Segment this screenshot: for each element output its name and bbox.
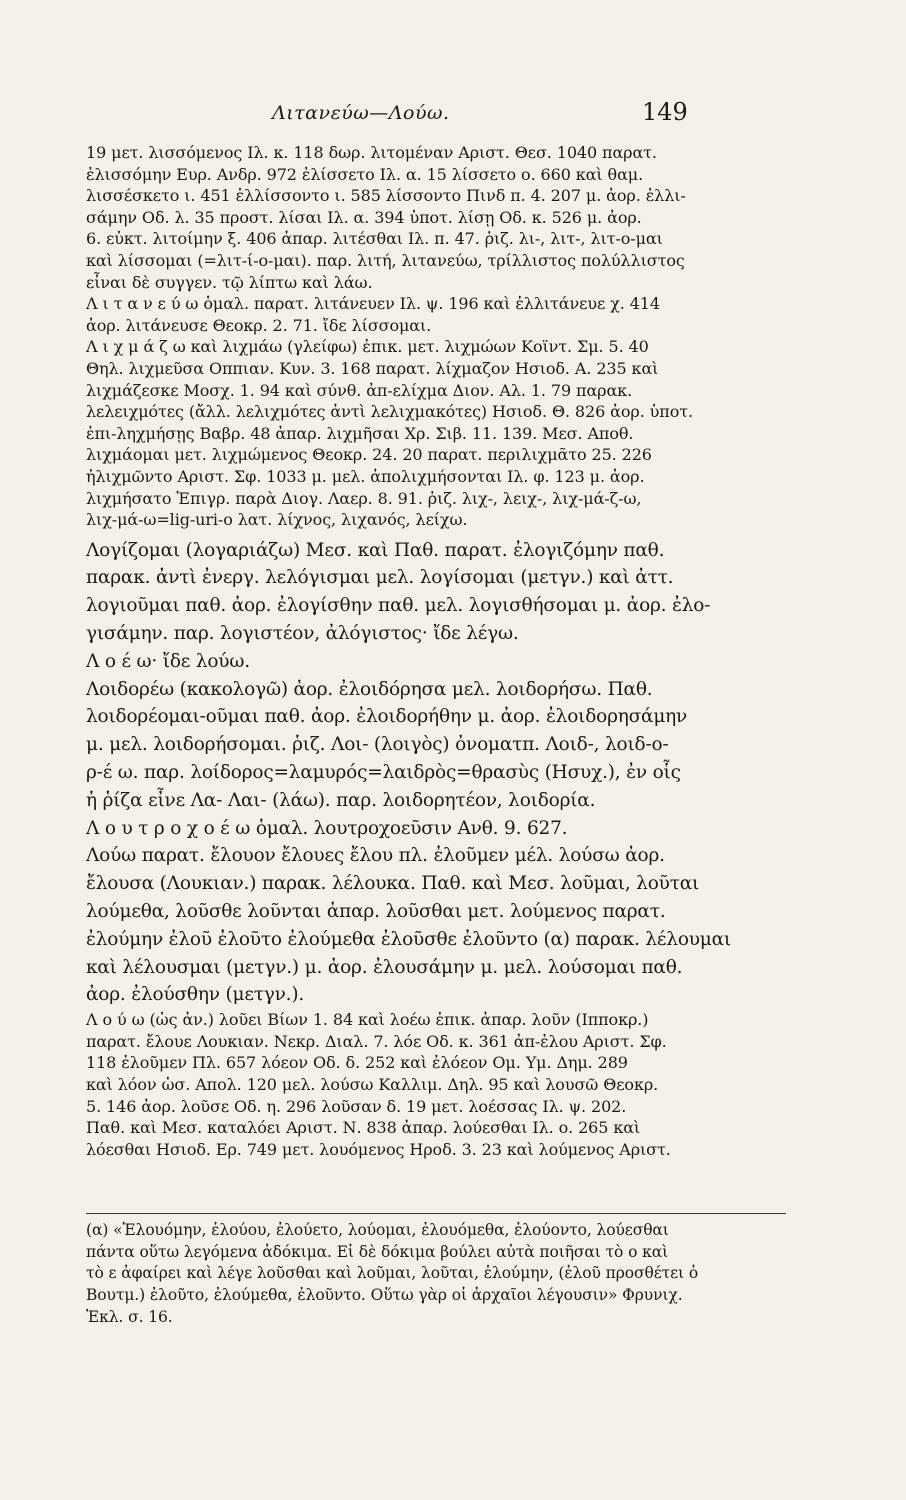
text-line: Λ ι χ μ ά ζ ω καὶ λιχμάω (γλείφω) ἐπικ. μετ. λιχμώων Κοϊντ. Σμ. 5. 40 xyxy=(86,337,649,357)
text-line: Λογίζομαι (λογαριάζω) Μεσ. καὶ Παθ. παρατ. ἐλογιζόμην παθ. xyxy=(86,539,665,561)
text-line: Παθ. καὶ Μεσ. καταλόει Αριστ. Ν. 838 ἀπαρ. λούεσθαι Ιλ. ο. 265 καὶ xyxy=(86,1118,641,1138)
footnote-line: (α) «Ἐλουόμην, ἐλούου, ἐλούετο, λούομαι, ἐλουόμεθα, ἐλούοντο, λούεσθαι xyxy=(86,1221,669,1239)
text-line: γισάμην. παρ. λογιστέον, ἀλόγιστος· ἴδε λέγω. xyxy=(86,623,519,645)
entry-block-1 xyxy=(86,142,786,531)
text-line: παρακ. ἀντὶ ἐνεργ. λελόγισμαι μελ. λογίσομαι (μετγν.) καὶ ἀττ. xyxy=(86,567,674,589)
running-head xyxy=(0,98,906,138)
text-line: ἔλουσα (Λουκιαν.) παρακ. λέλουκα. Παθ. καὶ Μεσ. λοῦμαι, λοῦται xyxy=(86,873,700,895)
text-line: Λ ο υ τ ρ ο χ ο έ ω ὁμαλ. λουτροχοεῦσιν Ανθ. 9. 627. xyxy=(86,817,568,839)
text-line: λιχμάζεσκε Μοσχ. 1. 94 καὶ σύνθ. ἀπ-ελίχμα Διον. Αλ. 1. 79 παρακ. xyxy=(86,380,633,400)
text-line: λούμεθα, λοῦσθε λοῦνται ἀπαρ. λοῦσθαι μετ. λούμενος παρατ. xyxy=(86,901,666,923)
text-line: Λούω παρατ. ἔλουον ἔλουες ἔλου πλ. ἐλοῦμεν μέλ. λούσω ἀορ. xyxy=(86,845,665,867)
text-line: μ. μελ. λοιδορήσομαι. ῥιζ. Λοι- (λοιγὸς) ὀνοματπ. Λοιδ-, λοιδ-ο- xyxy=(86,734,669,756)
text-line: λοιδορέομαι-οῦμαι παθ. ἀορ. ἐλοιδορήθην μ. ἀορ. ἐλοιδορησάμην xyxy=(86,706,688,728)
text-line: Λ ο έ ω· ἴδε λούω. xyxy=(86,650,250,672)
text-line: λισσέσκετο ι. 451 ἐλλίσσοντο ι. 585 λίσσοντο Πινδ π. 4. 207 μ. ἀορ. ἐλλι- xyxy=(86,186,686,206)
text-line: 19 μετ. λισσόμενος Ιλ. κ. 118 δωρ. λιτομέναν Αριστ. Θεσ. 1040 παρατ. xyxy=(86,143,657,162)
text-line: 5. 146 ἀορ. λοῦσε Οδ. η. 296 λοῦσαν δ. 19 μετ. λοέσσας Ιλ. ψ. 202. xyxy=(86,1096,627,1116)
text-line: Θηλ. λιχμεῦσα Οππιαν. Κυν. 3. 168 παρατ. λίχμαζον Ησιοδ. Α. 235 καὶ xyxy=(86,358,659,378)
text-line: λιχμήσατο Ἐπιγρ. παρὰ Διογ. Λαερ. 8. 91. ῥιζ. λιχ-, λειχ-, λιχ-μά-ζ-ω, xyxy=(86,488,642,508)
text-line: λιχ-μά-ω=lig-uri-o λατ. λίχνος, λιχανός, λείχω. xyxy=(86,510,468,530)
text-line: εἶναι δὲ συγγεν. τῷ λίπτω καὶ λάω. xyxy=(86,272,373,292)
text-line: ἡ ῥίζα εἶνε Λα- Λαι- (λάω). παρ. λοιδορητέον, λοιδορία. xyxy=(86,789,596,811)
text-line: λελειχμότες (ἄλλ. λελιχμότες ἀντὶ λελιχμακότες) Ησιοδ. Θ. 826 ἀορ. ὑποτ. xyxy=(86,402,693,422)
text-line: Λ ο ύ ω (ὡς ἀν.) λοῦει Βίων 1. 84 καὶ λοέω ἐπικ. ἀπαρ. λοῦν (Ιπποκρ.) xyxy=(86,1010,649,1030)
footnote-line: Βουτμ.) ἐλοῦτο, ἐλούμεθα, ἐλοῦντο. Οὕτω γὰρ οἱ ἀρχαῖοι λέγουσιν» Φρυνιχ. xyxy=(86,1286,683,1305)
text-line: ἀορ. λιτάνευσε Θεοκρ. 2. 71. ἴδε λίσσομαι. xyxy=(86,315,432,335)
page-number: 149 xyxy=(642,98,688,126)
entry-block-3 xyxy=(86,1009,786,1160)
text-line: παρατ. ἔλουε Λουκιαν. Νεκρ. Διαλ. 7. λόε Οδ. κ. 361 ἀπ-ἐλου Αριστ. Σφ. xyxy=(86,1031,667,1051)
text-line: λόεσθαι Ησιοδ. Ερ. 749 μετ. λουόμενος Ηροδ. 3. 23 καὶ λούμενος Αριστ. xyxy=(86,1139,671,1159)
text-line: ἠλιχμῶντο Αριστ. Σφ. 1033 μ. μελ. ἀπολιχμήσονται Ιλ. φ. 123 μ. ἀορ. xyxy=(86,466,645,486)
text-line: ἐλούμην ἐλοῦ ἐλοῦτο ἐλούμεθα ἐλοῦσθε ἐλοῦντο (α) παρακ. λέλουμαι xyxy=(86,928,731,950)
running-title: Λιτανεύω—Λούω. xyxy=(272,102,450,124)
text-line: 6. εὐκτ. λιτοίμην ξ. 406 ἀπαρ. λιτέσθαι Ιλ. π. 47. ῥιζ. λι-, λιτ-, λιτ-ο-μαι xyxy=(86,229,663,249)
text-line: Λοιδορέω (κακολογῶ) ἀορ. ἐλοιδόρησα μελ. λοιδορήσω. Παθ. xyxy=(86,678,653,700)
text-line: καὶ λέλουσμαι (μετγν.) μ. ἀορ. ἐλουσάμην μ. μελ. λούσομαι παθ. xyxy=(86,956,683,978)
footnote-line: Ἐκλ. σ. 16. xyxy=(86,1307,173,1326)
footnote-line: πάντα οὕτω λεγόμενα ἀδόκιμα. Εἰ δὲ δόκιμα βούλει αὐτὰ ποιῆσαι τὸ ο καὶ xyxy=(86,1242,669,1261)
text-line: 118 ἐλοῦμεν Πλ. 657 λόεον Οδ. δ. 252 καὶ ἐλόεον Ομ. Υμ. Δημ. 289 xyxy=(86,1053,628,1073)
text-line: ἐπι-ληχμήσῃς Βαβρ. 48 ἀπαρ. λιχμῆσαι Χρ. Σιβ. 11. 139. Μεσ. Αποθ. xyxy=(86,423,634,443)
text-line: λογιοῦμαι παθ. ἀορ. ἐλογίσθην παθ. μελ. λογισθήσομαι μ. ἀορ. ἐλο- xyxy=(86,595,711,617)
text-line: καὶ λόον ὡσ. Απολ. 120 μελ. λούσω Καλλιμ. Δηλ. 95 καὶ λουσῶ Θεοκρ. xyxy=(86,1075,659,1095)
text-line: σάμην Οδ. λ. 35 προστ. λίσαι Ιλ. α. 394 ὑποτ. λίσῃ Οδ. κ. 526 μ. ἀορ. xyxy=(86,207,642,227)
text-line: ἀορ. ἐλούσθην (μετγν.). xyxy=(86,984,305,1006)
text-line: καὶ λίσσομαι (=λιτ-ί-ο-μαι). παρ. λιτή, λιτανεύω, τρίλλιστος πολύλλιστος xyxy=(86,250,685,270)
main-text xyxy=(86,142,786,1160)
text-line: ρ-έ ω. παρ. λοίδορος=λαμυρός=λαιδρὸς=θρασὺς (Ησυχ.), ἐν οἷς xyxy=(86,762,681,784)
text-line: λιχμάομαι μετ. λιχμώμενος Θεοκρ. 24. 20 παρατ. περιλιχμᾶτο 25. 226 xyxy=(86,445,652,465)
footnote-line: τὸ ε ἀφαίρει καὶ λέγε λοῦσθαι καὶ λοῦμαι, λοῦται, ἐλούμην, (ἐλοῦ προσθέτει ὁ xyxy=(86,1264,699,1283)
entry-block-2 xyxy=(86,537,786,1010)
footnote-block xyxy=(86,1213,786,1328)
text-line: Λ ι τ α ν ε ύ ω ὁμαλ. παρατ. λιτάνευεν Ιλ. ψ. 196 καὶ ἐλλιτάνευε χ. 414 xyxy=(86,294,660,314)
text-line: ἐλισσόμην Ευρ. Ανδρ. 972 ἐλίσσετο Ιλ. α. 15 λίσσετο ο. 660 καὶ θαμ. xyxy=(86,164,644,184)
